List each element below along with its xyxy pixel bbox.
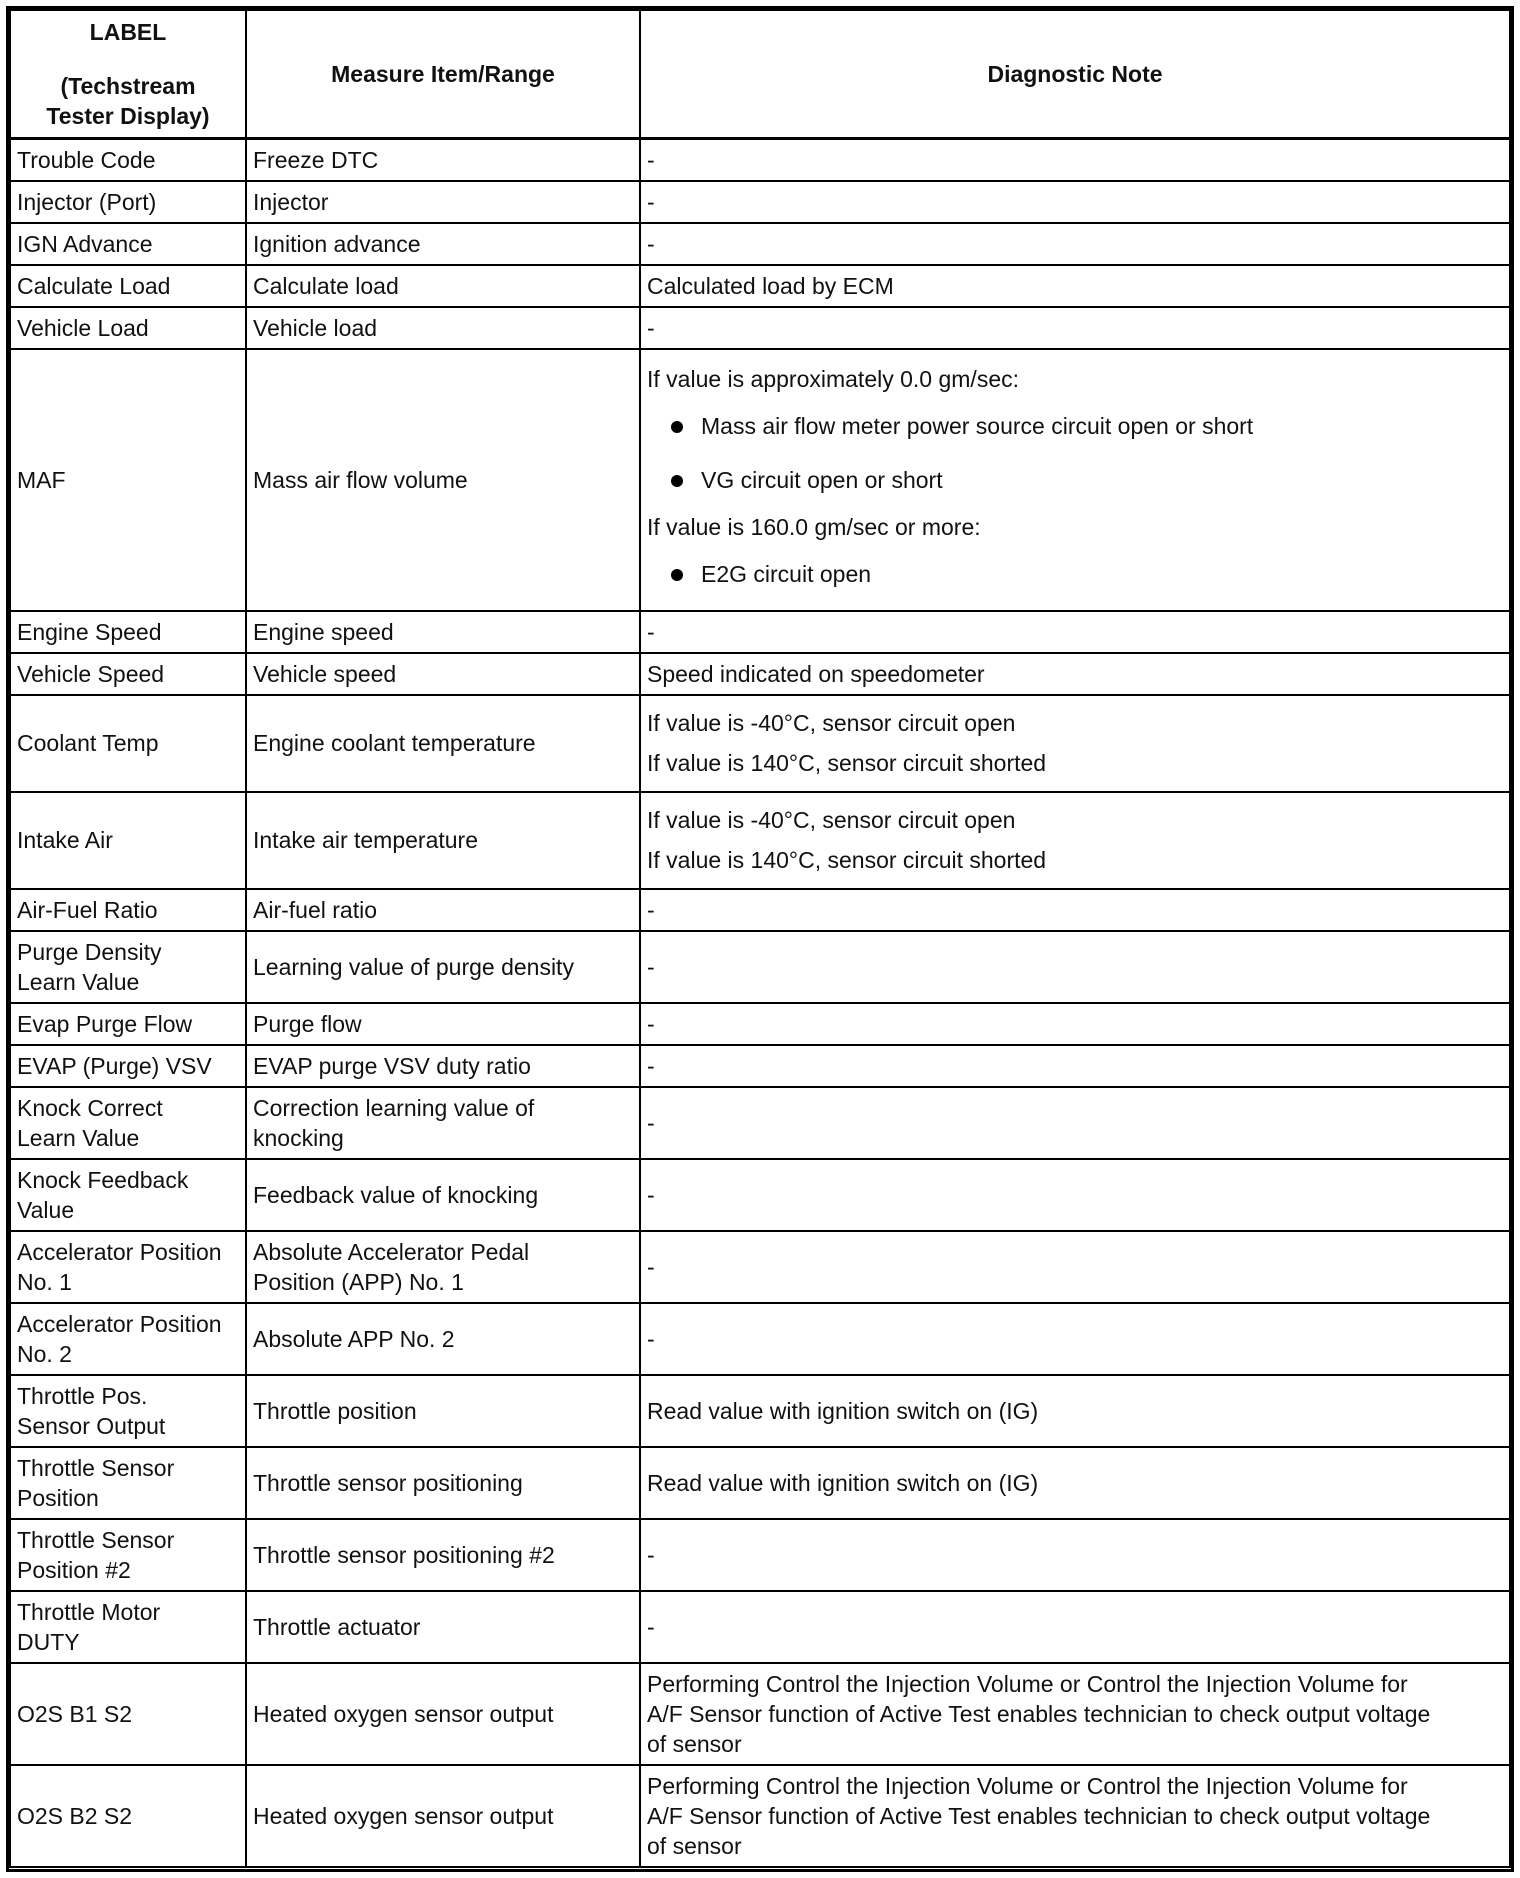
table-row [10, 265, 1510, 307]
label-cell: MAF [10, 349, 246, 611]
measure-cell: Throttle sensor positioning #2 [246, 1519, 640, 1591]
label-cell: Knock Feedback Value [10, 1159, 246, 1231]
note-cell: - [640, 1303, 1510, 1375]
measure-cell: Absolute Accelerator Pedal Position (APP) No. 1 [246, 1231, 640, 1303]
table-row [10, 307, 1510, 349]
measure-cell: Air-fuel ratio [246, 889, 640, 931]
measure-cell: Purge flow [246, 1003, 640, 1045]
note-cell: Read value with ignition switch on (IG) [640, 1375, 1510, 1447]
table-row [10, 1447, 1510, 1519]
label-cell: Evap Purge Flow [10, 1003, 246, 1045]
measure-cell: EVAP purge VSV duty ratio [246, 1045, 640, 1087]
note-cell: Read value with ignition switch on (IG) [640, 1447, 1510, 1519]
label-cell: Vehicle Load [10, 307, 246, 349]
label-cell: Trouble Code [10, 139, 246, 181]
note-cell: Calculated load by ECM [640, 265, 1510, 307]
label-cell: O2S B2 S2 [10, 1765, 246, 1867]
note-line: If value is -40°C, sensor circuit open [647, 807, 1016, 833]
note-line: If value is 140°C, sensor circuit shorted [647, 750, 1047, 776]
label-cell: Throttle Sensor Position #2 [10, 1519, 246, 1591]
label-cell: Injector (Port) [10, 181, 246, 223]
note-line: If value is 160.0 gm/sec or more: [647, 513, 981, 540]
label-cell: Calculate Load [10, 265, 246, 307]
label-cell: Air-Fuel Ratio [10, 889, 246, 931]
table-row [10, 889, 1510, 931]
label-cell: Vehicle Speed [10, 653, 246, 695]
note-cell: - [640, 889, 1510, 931]
label-cell: Throttle Motor DUTY [10, 1591, 246, 1663]
label-cell: Purge Density Learn Value [10, 931, 246, 1003]
measure-cell: Throttle position [246, 1375, 640, 1447]
note-cell: - [640, 223, 1510, 265]
label-cell: IGN Advance [10, 223, 246, 265]
measure-cell: Engine coolant temperature [246, 695, 640, 792]
note-cell: - [640, 931, 1510, 1003]
table-row [10, 653, 1510, 695]
table-row [10, 1087, 1510, 1159]
table-row [10, 1663, 1510, 1765]
note-cell: Speed indicated on speedometer [640, 653, 1510, 695]
measure-cell: Ignition advance [246, 223, 640, 265]
note-cell: - [640, 611, 1510, 653]
label-cell: O2S B1 S2 [10, 1663, 246, 1765]
note-cell: Performing Control the Injection Volume or Control the Injection Volume for A/F Sensor function of Active Test enables technician to check output voltage of sensor [640, 1663, 1510, 1765]
note-line: If value is 140°C, sensor circuit shorted [647, 847, 1047, 873]
measure-cell: Throttle actuator [246, 1591, 640, 1663]
label-cell: Accelerator Position No. 1 [10, 1231, 246, 1303]
table-row [10, 1159, 1510, 1231]
note-cell: - [640, 1003, 1510, 1045]
measure-cell: Heated oxygen sensor output [246, 1765, 640, 1867]
note-cell: - [640, 181, 1510, 223]
note-cell: - [640, 139, 1510, 181]
bullet-item: Mass air flow meter power source circuit open or short [647, 399, 1503, 453]
label-cell: Knock Correct Learn Value [10, 1087, 246, 1159]
note-cell: - [640, 307, 1510, 349]
table-row [10, 349, 1510, 611]
table-row [10, 1519, 1510, 1591]
measure-cell: Learning value of purge density [246, 931, 640, 1003]
table-row [10, 139, 1510, 181]
table-row [10, 611, 1510, 653]
bullet-item: VG circuit open or short [647, 453, 1503, 507]
measure-cell: Vehicle speed [246, 653, 640, 695]
table-row [10, 1765, 1510, 1867]
table-row [10, 1003, 1510, 1045]
measure-cell: Calculate load [246, 265, 640, 307]
note-cell: - [640, 1231, 1510, 1303]
header-note: Diagnostic Note [640, 10, 1510, 139]
label-cell: Intake Air [10, 792, 246, 889]
table-row [10, 695, 1510, 792]
header-row [10, 10, 1510, 139]
label-cell: Accelerator Position No. 2 [10, 1303, 246, 1375]
note-line: If value is -40°C, sensor circuit open [647, 710, 1016, 736]
table-row [10, 1231, 1510, 1303]
measure-cell: Injector [246, 181, 640, 223]
measure-cell: Vehicle load [246, 307, 640, 349]
note-cell: - [640, 1519, 1510, 1591]
label-cell: Coolant Temp [10, 695, 246, 792]
note-line: If value is approximately 0.0 gm/sec: [647, 365, 1019, 392]
table-row [10, 181, 1510, 223]
note-cell: - [640, 1159, 1510, 1231]
table-row [10, 1303, 1510, 1375]
bullet-item: E2G circuit open [647, 547, 1503, 601]
measure-cell: Intake air temperature [246, 792, 640, 889]
table-row [10, 792, 1510, 889]
measure-cell: Mass air flow volume [246, 349, 640, 611]
table-row [10, 931, 1510, 1003]
header-measure: Measure Item/Range [246, 10, 640, 139]
measure-cell: Freeze DTC [246, 139, 640, 181]
measure-cell: Correction learning value of knocking [246, 1087, 640, 1159]
bullet-icon [671, 569, 683, 581]
bullet-icon [671, 475, 683, 487]
note-cell: - [640, 1591, 1510, 1663]
label-cell: Engine Speed [10, 611, 246, 653]
data-list-table [9, 9, 1511, 1868]
measure-cell: Throttle sensor positioning [246, 1447, 640, 1519]
table-row [10, 1045, 1510, 1087]
note-cell [640, 695, 1510, 792]
measure-cell: Heated oxygen sensor output [246, 1663, 640, 1765]
note-cell [640, 792, 1510, 889]
measure-cell: Engine speed [246, 611, 640, 653]
measure-cell: Absolute APP No. 2 [246, 1303, 640, 1375]
bullet-icon [671, 421, 683, 433]
table-row [10, 1375, 1510, 1447]
label-cell: EVAP (Purge) VSV [10, 1045, 246, 1087]
note-cell: Performing Control the Injection Volume or Control the Injection Volume for A/F Sensor function of Active Test enables technician to check output voltage of sensor [640, 1765, 1510, 1867]
note-cell [640, 349, 1510, 611]
label-cell: Throttle Sensor Position [10, 1447, 246, 1519]
note-cell: - [640, 1045, 1510, 1087]
table-row [10, 223, 1510, 265]
data-list-document [6, 6, 1514, 1872]
label-cell: Throttle Pos. Sensor Output [10, 1375, 246, 1447]
table-row [10, 1591, 1510, 1663]
note-cell: - [640, 1087, 1510, 1159]
measure-cell: Feedback value of knocking [246, 1159, 640, 1231]
header-label: LABEL (Techstream Tester Display) [10, 10, 246, 139]
